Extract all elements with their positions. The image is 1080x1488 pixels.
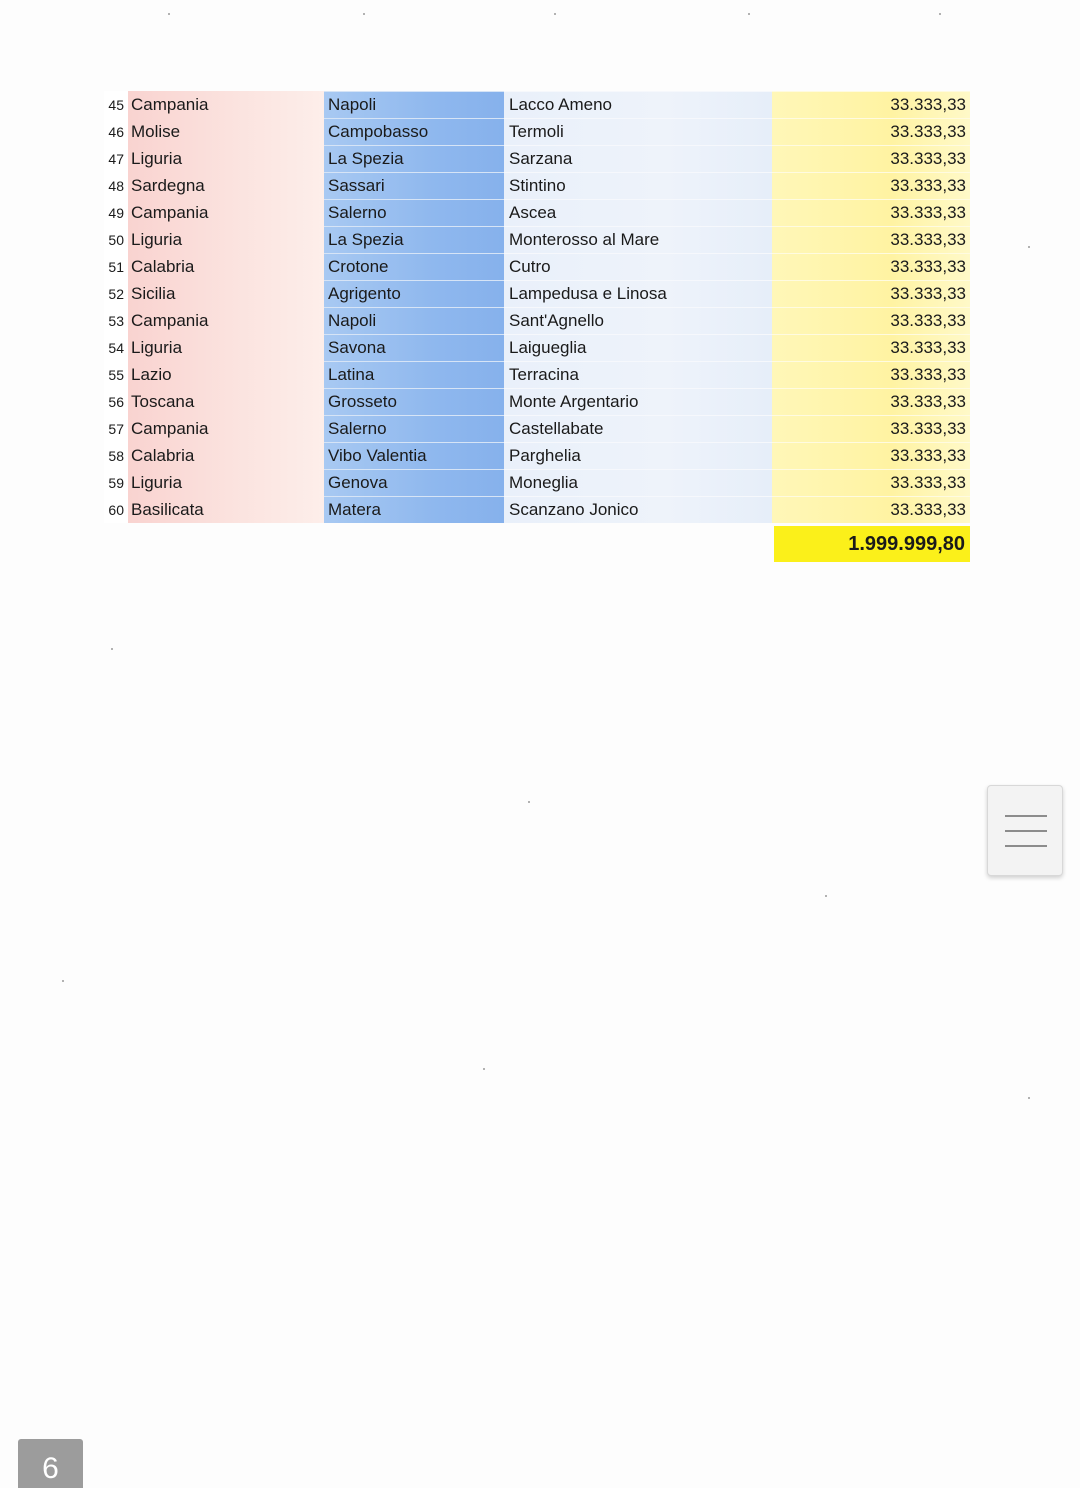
table-row xyxy=(104,145,970,172)
municipality-cell: Ascea xyxy=(504,199,772,226)
table-row xyxy=(104,496,970,523)
province-cell: Vibo Valentia xyxy=(324,442,504,469)
region-cell: Lazio xyxy=(128,361,324,388)
amount-cell: 33.333,33 xyxy=(772,172,970,199)
table-row xyxy=(104,334,970,361)
province-cell: Agrigento xyxy=(324,280,504,307)
province-cell: Salerno xyxy=(324,415,504,442)
scan-speck xyxy=(483,1068,485,1070)
municipality-cell: Sant'Agnello xyxy=(504,307,772,334)
total-row xyxy=(104,526,970,562)
scan-speck xyxy=(939,13,941,15)
province-cell: Napoli xyxy=(324,307,504,334)
row-number: 56 xyxy=(104,388,128,415)
province-cell: Genova xyxy=(324,469,504,496)
amount-cell: 33.333,33 xyxy=(772,253,970,280)
province-cell: Campobasso xyxy=(324,118,504,145)
scan-speck xyxy=(748,13,750,15)
amount-cell: 33.333,33 xyxy=(772,361,970,388)
scan-speck xyxy=(363,13,365,15)
municipality-cell: Laigueglia xyxy=(504,334,772,361)
amount-cell: 33.333,33 xyxy=(772,415,970,442)
municipality-cell: Stintino xyxy=(504,172,772,199)
row-number: 54 xyxy=(104,334,128,361)
region-cell: Sicilia xyxy=(128,280,324,307)
row-number: 53 xyxy=(104,307,128,334)
table-row xyxy=(104,253,970,280)
region-cell: Campania xyxy=(128,307,324,334)
table-row xyxy=(104,361,970,388)
province-cell: Crotone xyxy=(324,253,504,280)
row-number: 45 xyxy=(104,91,128,118)
row-number: 55 xyxy=(104,361,128,388)
scan-speck xyxy=(554,13,556,15)
scan-speck xyxy=(1028,246,1030,248)
row-number: 49 xyxy=(104,199,128,226)
region-cell: Calabria xyxy=(128,442,324,469)
scan-speck xyxy=(1028,1097,1030,1099)
table-row xyxy=(104,415,970,442)
province-cell: Napoli xyxy=(324,91,504,118)
page-number-badge: 6 xyxy=(18,1439,83,1488)
amount-cell: 33.333,33 xyxy=(772,91,970,118)
row-number: 52 xyxy=(104,280,128,307)
scan-speck xyxy=(111,648,113,650)
municipality-cell: Cutro xyxy=(504,253,772,280)
amount-cell: 33.333,33 xyxy=(772,469,970,496)
region-cell: Campania xyxy=(128,199,324,226)
province-cell: Latina xyxy=(324,361,504,388)
region-cell: Sardegna xyxy=(128,172,324,199)
row-number: 51 xyxy=(104,253,128,280)
municipality-cell: Terracina xyxy=(504,361,772,388)
amount-cell: 33.333,33 xyxy=(772,334,970,361)
amount-cell: 33.333,33 xyxy=(772,226,970,253)
row-number: 59 xyxy=(104,469,128,496)
amount-cell: 33.333,33 xyxy=(772,199,970,226)
region-cell: Toscana xyxy=(128,388,324,415)
region-cell: Liguria xyxy=(128,226,324,253)
province-cell: Sassari xyxy=(324,172,504,199)
municipality-cell: Sarzana xyxy=(504,145,772,172)
table-body xyxy=(104,91,970,523)
municipality-cell: Lampedusa e Linosa xyxy=(504,280,772,307)
municipality-cell: Lacco Ameno xyxy=(504,91,772,118)
region-cell: Liguria xyxy=(128,469,324,496)
province-cell: Savona xyxy=(324,334,504,361)
row-number: 58 xyxy=(104,442,128,469)
province-cell: Matera xyxy=(324,496,504,523)
amount-cell: 33.333,33 xyxy=(772,442,970,469)
province-cell: Grosseto xyxy=(324,388,504,415)
table-row xyxy=(104,388,970,415)
total-amount: 1.999.999,80 xyxy=(774,526,970,562)
municipality-cell: Termoli xyxy=(504,118,772,145)
allocation-table xyxy=(104,91,970,562)
table-row xyxy=(104,307,970,334)
amount-cell: 33.333,33 xyxy=(772,496,970,523)
table-row xyxy=(104,469,970,496)
province-cell: Salerno xyxy=(324,199,504,226)
scan-speck xyxy=(825,895,827,897)
municipality-cell: Monterosso al Mare xyxy=(504,226,772,253)
menu-button[interactable] xyxy=(987,785,1063,876)
region-cell: Molise xyxy=(128,118,324,145)
row-number: 57 xyxy=(104,415,128,442)
region-cell: Campania xyxy=(128,415,324,442)
municipality-cell: Castellabate xyxy=(504,415,772,442)
row-number: 60 xyxy=(104,496,128,523)
province-cell: La Spezia xyxy=(324,226,504,253)
table-row xyxy=(104,226,970,253)
province-cell: La Spezia xyxy=(324,145,504,172)
row-number: 48 xyxy=(104,172,128,199)
amount-cell: 33.333,33 xyxy=(772,388,970,415)
region-cell: Basilicata xyxy=(128,496,324,523)
amount-cell: 33.333,33 xyxy=(772,280,970,307)
municipality-cell: Scanzano Jonico xyxy=(504,496,772,523)
region-cell: Campania xyxy=(128,91,324,118)
table-row xyxy=(104,172,970,199)
table-row xyxy=(104,442,970,469)
scan-speck xyxy=(168,13,170,15)
amount-cell: 33.333,33 xyxy=(772,307,970,334)
municipality-cell: Moneglia xyxy=(504,469,772,496)
region-cell: Liguria xyxy=(128,145,324,172)
municipality-cell: Parghelia xyxy=(504,442,772,469)
amount-cell: 33.333,33 xyxy=(772,118,970,145)
scan-speck xyxy=(62,980,64,982)
region-cell: Liguria xyxy=(128,334,324,361)
row-number: 46 xyxy=(104,118,128,145)
row-number: 47 xyxy=(104,145,128,172)
table-row xyxy=(104,280,970,307)
amount-cell: 33.333,33 xyxy=(772,145,970,172)
scan-speck xyxy=(528,801,530,803)
table-row xyxy=(104,91,970,118)
region-cell: Calabria xyxy=(128,253,324,280)
table-row xyxy=(104,199,970,226)
row-number: 50 xyxy=(104,226,128,253)
municipality-cell: Monte Argentario xyxy=(504,388,772,415)
table-row xyxy=(104,118,970,145)
